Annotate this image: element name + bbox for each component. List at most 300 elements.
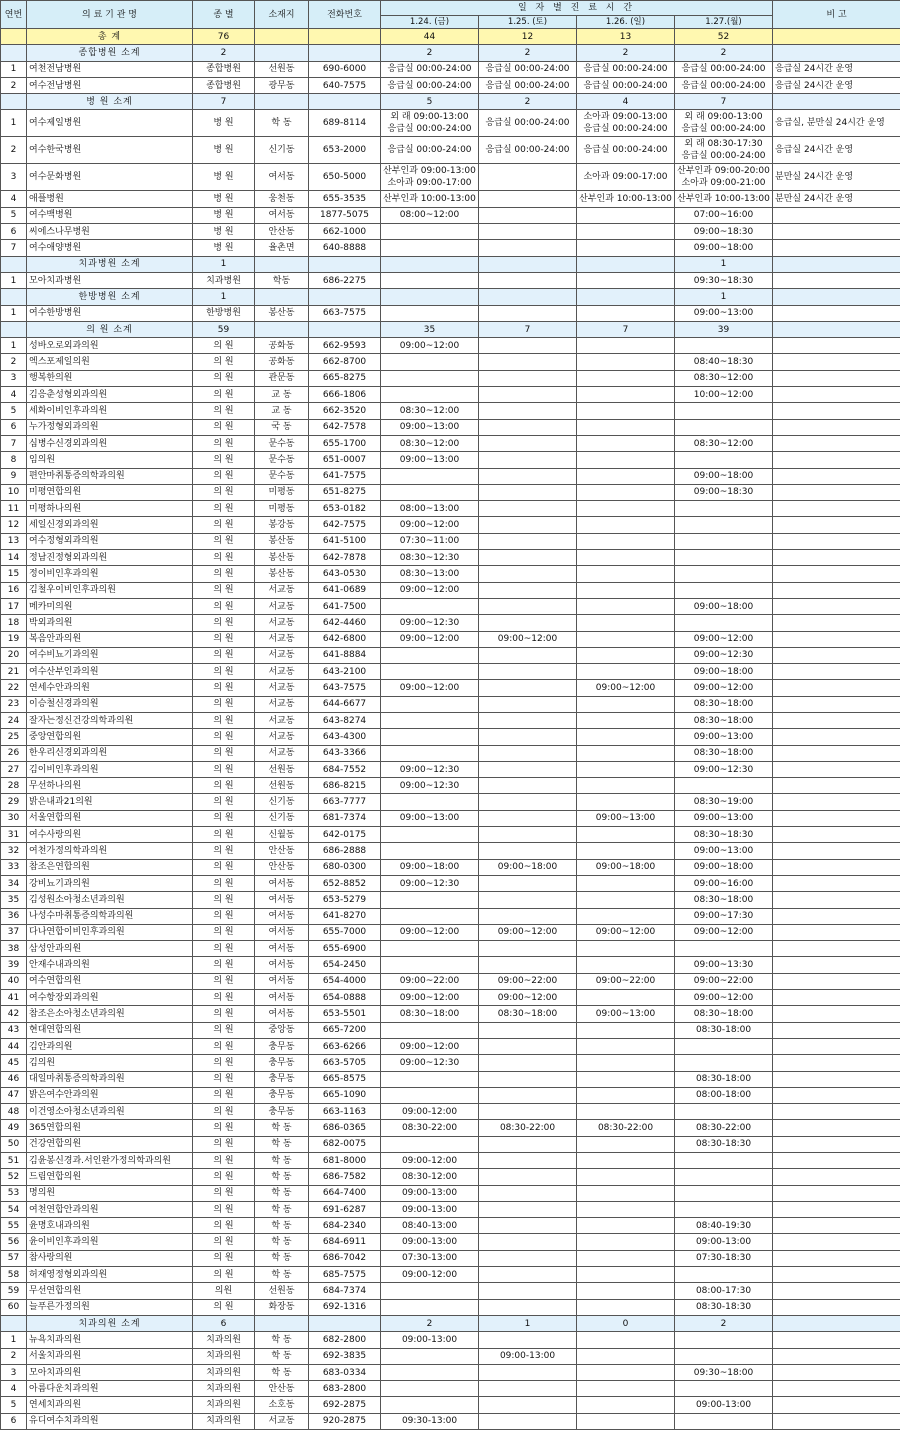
institution-location: 여서동 [255, 875, 309, 891]
table-row [1, 1185, 900, 1201]
row-number: 5 [1, 403, 27, 419]
institution-type: 의 원 [193, 1201, 255, 1217]
day-hours-3: 08:30-22:00 [577, 1120, 675, 1136]
row-spacer [773, 256, 900, 272]
row-spacer [773, 1315, 900, 1331]
institution-type: 의 원 [193, 1250, 255, 1266]
institution-name: 여천가정의학과의원 [27, 843, 193, 859]
row-note [773, 550, 900, 566]
institution-name: 모아치과의원 [27, 1364, 193, 1380]
day-hours-2: 09:00~18:00 [479, 859, 577, 875]
institution-name: 미평연합의원 [27, 484, 193, 500]
day-hours-2 [479, 1250, 577, 1266]
institution-name: 여수제일병원 [27, 110, 193, 137]
table-row [1, 1169, 900, 1185]
row-number: 13 [1, 533, 27, 549]
day-hours-4 [675, 582, 773, 598]
row-number: 6 [1, 419, 27, 435]
day-hours-4: 응급실 00:00-24:00 [675, 61, 773, 77]
day-hours-1: 응급실 00:00-24:00 [381, 77, 479, 93]
day-hours-3 [577, 224, 675, 240]
day-hours-4 [675, 419, 773, 435]
day-hours-3 [577, 729, 675, 745]
row-note [773, 305, 900, 321]
institution-name: 연세수안과의원 [27, 680, 193, 696]
subtotal-count: 7 [193, 94, 255, 110]
institution-phone: 684-7374 [309, 1283, 381, 1299]
row-number: 12 [1, 517, 27, 533]
table-row [1, 615, 900, 631]
day-hours-1: 09:00~12:30 [381, 761, 479, 777]
row-number: 1 [1, 272, 27, 288]
institution-location: 선원동 [255, 1283, 309, 1299]
row-note [773, 1120, 900, 1136]
day-count-2: 7 [479, 321, 577, 337]
institution-name: 안재수내과의원 [27, 957, 193, 973]
day-hours-1: 09:00~18:00 [381, 859, 479, 875]
row-note [773, 354, 900, 370]
day-hours-4: 09:00~18:00 [675, 468, 773, 484]
day-hours-2: 09:00~22:00 [479, 973, 577, 989]
day-hours-4 [675, 615, 773, 631]
institution-phone: 684-6911 [309, 1234, 381, 1250]
col-header-schedule: 일 자 별 진 료 시 간 [381, 1, 773, 16]
institution-type: 의 원 [193, 1071, 255, 1087]
institution-name: 윤명호내과의원 [27, 1218, 193, 1234]
institution-type: 의 원 [193, 370, 255, 386]
day-hours-3 [577, 240, 675, 256]
institution-location: 학 동 [255, 1218, 309, 1234]
table-row [1, 1071, 900, 1087]
day-hours-3: 09:00~12:00 [577, 924, 675, 940]
institution-type: 병 원 [193, 164, 255, 191]
day-hours-3 [577, 533, 675, 549]
day-hours-2 [479, 712, 577, 728]
institution-name: 임의원 [27, 452, 193, 468]
day-hours-4: 08:30-18:00 [675, 1022, 773, 1038]
institution-name: 김안과의원 [27, 1038, 193, 1054]
institution-name: 박외과의원 [27, 615, 193, 631]
day-hours-4 [675, 501, 773, 517]
day-hours-2 [479, 1201, 577, 1217]
row-note [773, 990, 900, 1006]
day-hours-2 [479, 1136, 577, 1152]
institution-name: 무선연합의원 [27, 1283, 193, 1299]
day-hours-3 [577, 582, 675, 598]
day-hours-3 [577, 843, 675, 859]
institution-location: 서교동 [255, 615, 309, 631]
day-hours-1 [381, 1022, 479, 1038]
table-row [1, 1299, 900, 1315]
day-count-4: 39 [675, 321, 773, 337]
row-number: 4 [1, 191, 27, 207]
day-hours-1: 07:30~11:00 [381, 533, 479, 549]
row-number: 26 [1, 745, 27, 761]
row-number: 2 [1, 137, 27, 164]
day-hours-1: 09:30-13:00 [381, 1413, 479, 1429]
table-row [1, 191, 900, 207]
table-row [1, 224, 900, 240]
day-hours-2: 09:00~12:00 [479, 990, 577, 1006]
day-hours-1: 09:00-13:00 [381, 1234, 479, 1250]
table-row [1, 1201, 900, 1217]
institution-name: 여천연합안과의원 [27, 1201, 193, 1217]
institution-type: 의 원 [193, 680, 255, 696]
table-row [1, 761, 900, 777]
day-hours-4 [675, 1267, 773, 1283]
row-number: 53 [1, 1185, 27, 1201]
institution-type: 의 원 [193, 517, 255, 533]
day-hours-4: 08:30~18:00 [675, 745, 773, 761]
institution-type: 의 원 [193, 582, 255, 598]
institution-phone: 686-0365 [309, 1120, 381, 1136]
day-hours-1 [381, 1364, 479, 1380]
institution-type: 의 원 [193, 550, 255, 566]
day-hours-2: 09:00~12:00 [479, 924, 577, 940]
row-number: 20 [1, 647, 27, 663]
row-note [773, 207, 900, 223]
institution-location: 학 동 [255, 1250, 309, 1266]
day-hours-3 [577, 941, 675, 957]
table-row [1, 354, 900, 370]
day-hours-4: 08:30~18:00 [675, 696, 773, 712]
institution-location: 서교동 [255, 1413, 309, 1429]
row-spacer [309, 289, 381, 305]
row-note [773, 859, 900, 875]
day-hours-1: 09:00-13:00 [381, 1185, 479, 1201]
day-hours-1 [381, 827, 479, 843]
day-hours-2: 08:30~18:00 [479, 1006, 577, 1022]
row-note: 분만실 24시간 운영 [773, 191, 900, 207]
table-row [1, 468, 900, 484]
day-hours-4: 09:00~12:00 [675, 924, 773, 940]
institution-location: 학 동 [255, 1234, 309, 1250]
day-count-3: 13 [577, 29, 675, 45]
day-count-2: 12 [479, 29, 577, 45]
row-number: 1 [1, 1332, 27, 1348]
day-hours-4: 08:30~18:00 [675, 892, 773, 908]
day-hours-1: 09:00~13:00 [381, 419, 479, 435]
row-number: 5 [1, 1397, 27, 1413]
institution-location: 서교동 [255, 712, 309, 728]
row-note [773, 1087, 900, 1103]
table-row [1, 745, 900, 761]
day-hours-3: 응급실 00:00-24:00 [577, 77, 675, 93]
day-hours-2 [479, 1153, 577, 1169]
institution-type: 의 원 [193, 957, 255, 973]
row-spacer [1, 1315, 27, 1331]
institution-location: 충무동 [255, 1055, 309, 1071]
day-hours-2 [479, 370, 577, 386]
institution-phone: 663-7575 [309, 305, 381, 321]
institution-type: 의 원 [193, 875, 255, 891]
institution-type: 치과의원 [193, 1413, 255, 1429]
table-row [1, 1364, 900, 1380]
day-hours-3 [577, 745, 675, 761]
row-note [773, 957, 900, 973]
row-note [773, 435, 900, 451]
institution-type: 의 원 [193, 729, 255, 745]
institution-type: 치과의원 [193, 1364, 255, 1380]
row-number: 37 [1, 924, 27, 940]
day-hours-1 [381, 1071, 479, 1087]
institution-name: 참조은연합의원 [27, 859, 193, 875]
institution-type: 의 원 [193, 387, 255, 403]
institution-type: 한방병원 [193, 305, 255, 321]
day-hours-1 [381, 224, 479, 240]
day-hours-1: 08:30~13:00 [381, 566, 479, 582]
institution-location: 서교동 [255, 582, 309, 598]
row-note [773, 598, 900, 614]
day-hours-2 [479, 729, 577, 745]
institution-phone: 685-7575 [309, 1267, 381, 1283]
day-hours-2 [479, 1234, 577, 1250]
institution-type: 치과의원 [193, 1397, 255, 1413]
row-number: 28 [1, 778, 27, 794]
institution-type: 의 원 [193, 892, 255, 908]
institution-phone: 654-0888 [309, 990, 381, 1006]
row-note [773, 680, 900, 696]
day-hours-3 [577, 1087, 675, 1103]
row-note [773, 745, 900, 761]
day-hours-4: 09:00~18:00 [675, 664, 773, 680]
row-note [773, 941, 900, 957]
institution-location: 여서동 [255, 1006, 309, 1022]
table-row [1, 370, 900, 386]
row-note [773, 875, 900, 891]
institution-name: 여수비뇨기과의원 [27, 647, 193, 663]
day-hours-4: 응급실 00:00-24:00 [675, 77, 773, 93]
day-hours-1 [381, 1087, 479, 1103]
institution-name: 애플병원 [27, 191, 193, 207]
day-hours-4 [675, 1104, 773, 1120]
day-hours-3 [577, 387, 675, 403]
institution-name: 세화이비인후과의원 [27, 403, 193, 419]
day-hours-4: 10:00~12:00 [675, 387, 773, 403]
institution-name: 미평하나의원 [27, 501, 193, 517]
row-note [773, 1055, 900, 1071]
institution-type: 의 원 [193, 778, 255, 794]
row-number: 44 [1, 1038, 27, 1054]
day-hours-2 [479, 452, 577, 468]
day-hours-3 [577, 370, 675, 386]
institution-type: 의 원 [193, 1022, 255, 1038]
institution-phone: 655-6900 [309, 941, 381, 957]
row-note [773, 1267, 900, 1283]
day-hours-1: 응급실 00:00-24:00 [381, 61, 479, 77]
day-hours-4: 09:00-13:00 [675, 1397, 773, 1413]
day-count-1: 2 [381, 45, 479, 61]
row-number: 41 [1, 990, 27, 1006]
day-hours-3: 09:00~13:00 [577, 810, 675, 826]
institution-phone: 643-8274 [309, 712, 381, 728]
row-note [773, 1006, 900, 1022]
row-number: 52 [1, 1169, 27, 1185]
row-spacer [773, 29, 900, 45]
institution-location: 여서동 [255, 941, 309, 957]
institution-location: 서교동 [255, 680, 309, 696]
day-hours-2 [479, 240, 577, 256]
institution-phone: 641-0689 [309, 582, 381, 598]
institution-phone: 663-7777 [309, 794, 381, 810]
institution-phone: 662-9593 [309, 338, 381, 354]
col-header-phone: 전화번호 [309, 1, 381, 29]
day-hours-3 [577, 1104, 675, 1120]
day-hours-3 [577, 484, 675, 500]
day-hours-4: 09:00~17:30 [675, 908, 773, 924]
day-hours-1: 09:00~22:00 [381, 973, 479, 989]
institution-name: 복음안과의원 [27, 631, 193, 647]
row-number: 9 [1, 468, 27, 484]
institution-location: 신월동 [255, 827, 309, 843]
institution-phone: 691-6287 [309, 1201, 381, 1217]
row-number: 23 [1, 696, 27, 712]
row-note [773, 1381, 900, 1397]
row-number: 11 [1, 501, 27, 517]
institution-phone: 686-2275 [309, 272, 381, 288]
day-hours-2 [479, 419, 577, 435]
day-hours-2: 응급실 00:00-24:00 [479, 137, 577, 164]
institution-name: 여수한방병원 [27, 305, 193, 321]
day-hours-1 [381, 794, 479, 810]
row-number: 33 [1, 859, 27, 875]
day-hours-2 [479, 1218, 577, 1234]
day-hours-1 [381, 1348, 479, 1364]
institution-name: 명의원 [27, 1185, 193, 1201]
institution-location: 화장동 [255, 1299, 309, 1315]
day-hours-1 [381, 957, 479, 973]
subtotal-row [1, 1315, 900, 1331]
day-hours-2 [479, 1267, 577, 1283]
institution-name: 현대연합의원 [27, 1022, 193, 1038]
institution-location: 여서동 [255, 957, 309, 973]
institution-location: 중앙동 [255, 1022, 309, 1038]
table-row [1, 435, 900, 451]
subtotal-count: 59 [193, 321, 255, 337]
day-hours-2 [479, 957, 577, 973]
day-hours-3 [577, 452, 675, 468]
row-note [773, 566, 900, 582]
institution-location: 신기동 [255, 810, 309, 826]
day-hours-4 [675, 550, 773, 566]
day-hours-1 [381, 305, 479, 321]
table-row [1, 1234, 900, 1250]
day-hours-2 [479, 1022, 577, 1038]
institution-type: 의 원 [193, 647, 255, 663]
institution-name: 정남진정형외과의원 [27, 550, 193, 566]
institution-location: 충무동 [255, 1104, 309, 1120]
row-note [773, 973, 900, 989]
row-number: 43 [1, 1022, 27, 1038]
day-hours-3 [577, 403, 675, 419]
day-hours-2 [479, 843, 577, 859]
institution-name: 심병수신경외과의원 [27, 435, 193, 451]
institution-location: 학 동 [255, 1153, 309, 1169]
institution-type: 의 원 [193, 403, 255, 419]
institution-location: 학 동 [255, 1201, 309, 1217]
institution-location: 서교동 [255, 598, 309, 614]
institution-location: 여서동 [255, 973, 309, 989]
row-number: 18 [1, 615, 27, 631]
institution-type: 의 원 [193, 1267, 255, 1283]
day-hours-4 [675, 1153, 773, 1169]
institution-name: 정이비인후과의원 [27, 566, 193, 582]
table-row [1, 941, 900, 957]
institution-location: 교 동 [255, 403, 309, 419]
institution-location: 안산동 [255, 843, 309, 859]
day-count-4: 1 [675, 256, 773, 272]
day-hours-1: 09:00~12:00 [381, 924, 479, 940]
day-hours-4: 09:30~18:30 [675, 272, 773, 288]
row-spacer [255, 45, 309, 61]
row-note [773, 1104, 900, 1120]
day-hours-1: 09:00-12:00 [381, 1153, 479, 1169]
row-spacer [1, 321, 27, 337]
day-hours-4: 09:00~18:30 [675, 224, 773, 240]
row-note: 응급실, 분만실 24시간 운영 [773, 110, 900, 137]
row-note: 응급실 24시간 운영 [773, 77, 900, 93]
day-hours-3 [577, 875, 675, 891]
institution-phone: 642-6800 [309, 631, 381, 647]
institution-location: 여서동 [255, 164, 309, 191]
day-hours-3 [577, 1038, 675, 1054]
institution-location: 여서동 [255, 892, 309, 908]
row-number: 48 [1, 1104, 27, 1120]
institution-type: 병 원 [193, 191, 255, 207]
institution-location: 소호동 [255, 1397, 309, 1413]
day-hours-2 [479, 533, 577, 549]
row-note [773, 924, 900, 940]
day-hours-3 [577, 1169, 675, 1185]
institution-phone: 640-8888 [309, 240, 381, 256]
day-hours-3: 응급실 00:00-24:00 [577, 61, 675, 77]
table-row [1, 631, 900, 647]
institution-name: 중앙연합의원 [27, 729, 193, 745]
institution-type: 치과의원 [193, 1381, 255, 1397]
row-number: 45 [1, 1055, 27, 1071]
day-hours-3: 응급실 00:00-24:00 [577, 137, 675, 164]
day-hours-3 [577, 778, 675, 794]
institution-name: 세일신경외과의원 [27, 517, 193, 533]
institution-type: 의 원 [193, 745, 255, 761]
day-hours-1 [381, 1381, 479, 1397]
subtotal-row [1, 94, 900, 110]
row-note [773, 387, 900, 403]
institution-location: 서교동 [255, 631, 309, 647]
day-hours-1 [381, 892, 479, 908]
day-hours-1 [381, 664, 479, 680]
day-hours-2 [479, 1413, 577, 1429]
row-number: 51 [1, 1153, 27, 1169]
row-number: 46 [1, 1071, 27, 1087]
day-count-3: 2 [577, 45, 675, 61]
table-row [1, 778, 900, 794]
day-hours-4: 09:00-13:00 [675, 1234, 773, 1250]
day-hours-4: 09:00~13:00 [675, 305, 773, 321]
day-hours-1: 09:00-12:00 [381, 1267, 479, 1283]
row-spacer [309, 94, 381, 110]
institution-phone: 692-3835 [309, 1348, 381, 1364]
institution-phone: 641-8884 [309, 647, 381, 663]
institution-phone: 682-2800 [309, 1332, 381, 1348]
institution-name: 여수문화병원 [27, 164, 193, 191]
day-hours-2 [479, 892, 577, 908]
institution-phone: 690-6000 [309, 61, 381, 77]
institution-type: 병 원 [193, 224, 255, 240]
institution-phone: 654-4000 [309, 973, 381, 989]
row-note [773, 761, 900, 777]
institution-phone: 665-8575 [309, 1071, 381, 1087]
